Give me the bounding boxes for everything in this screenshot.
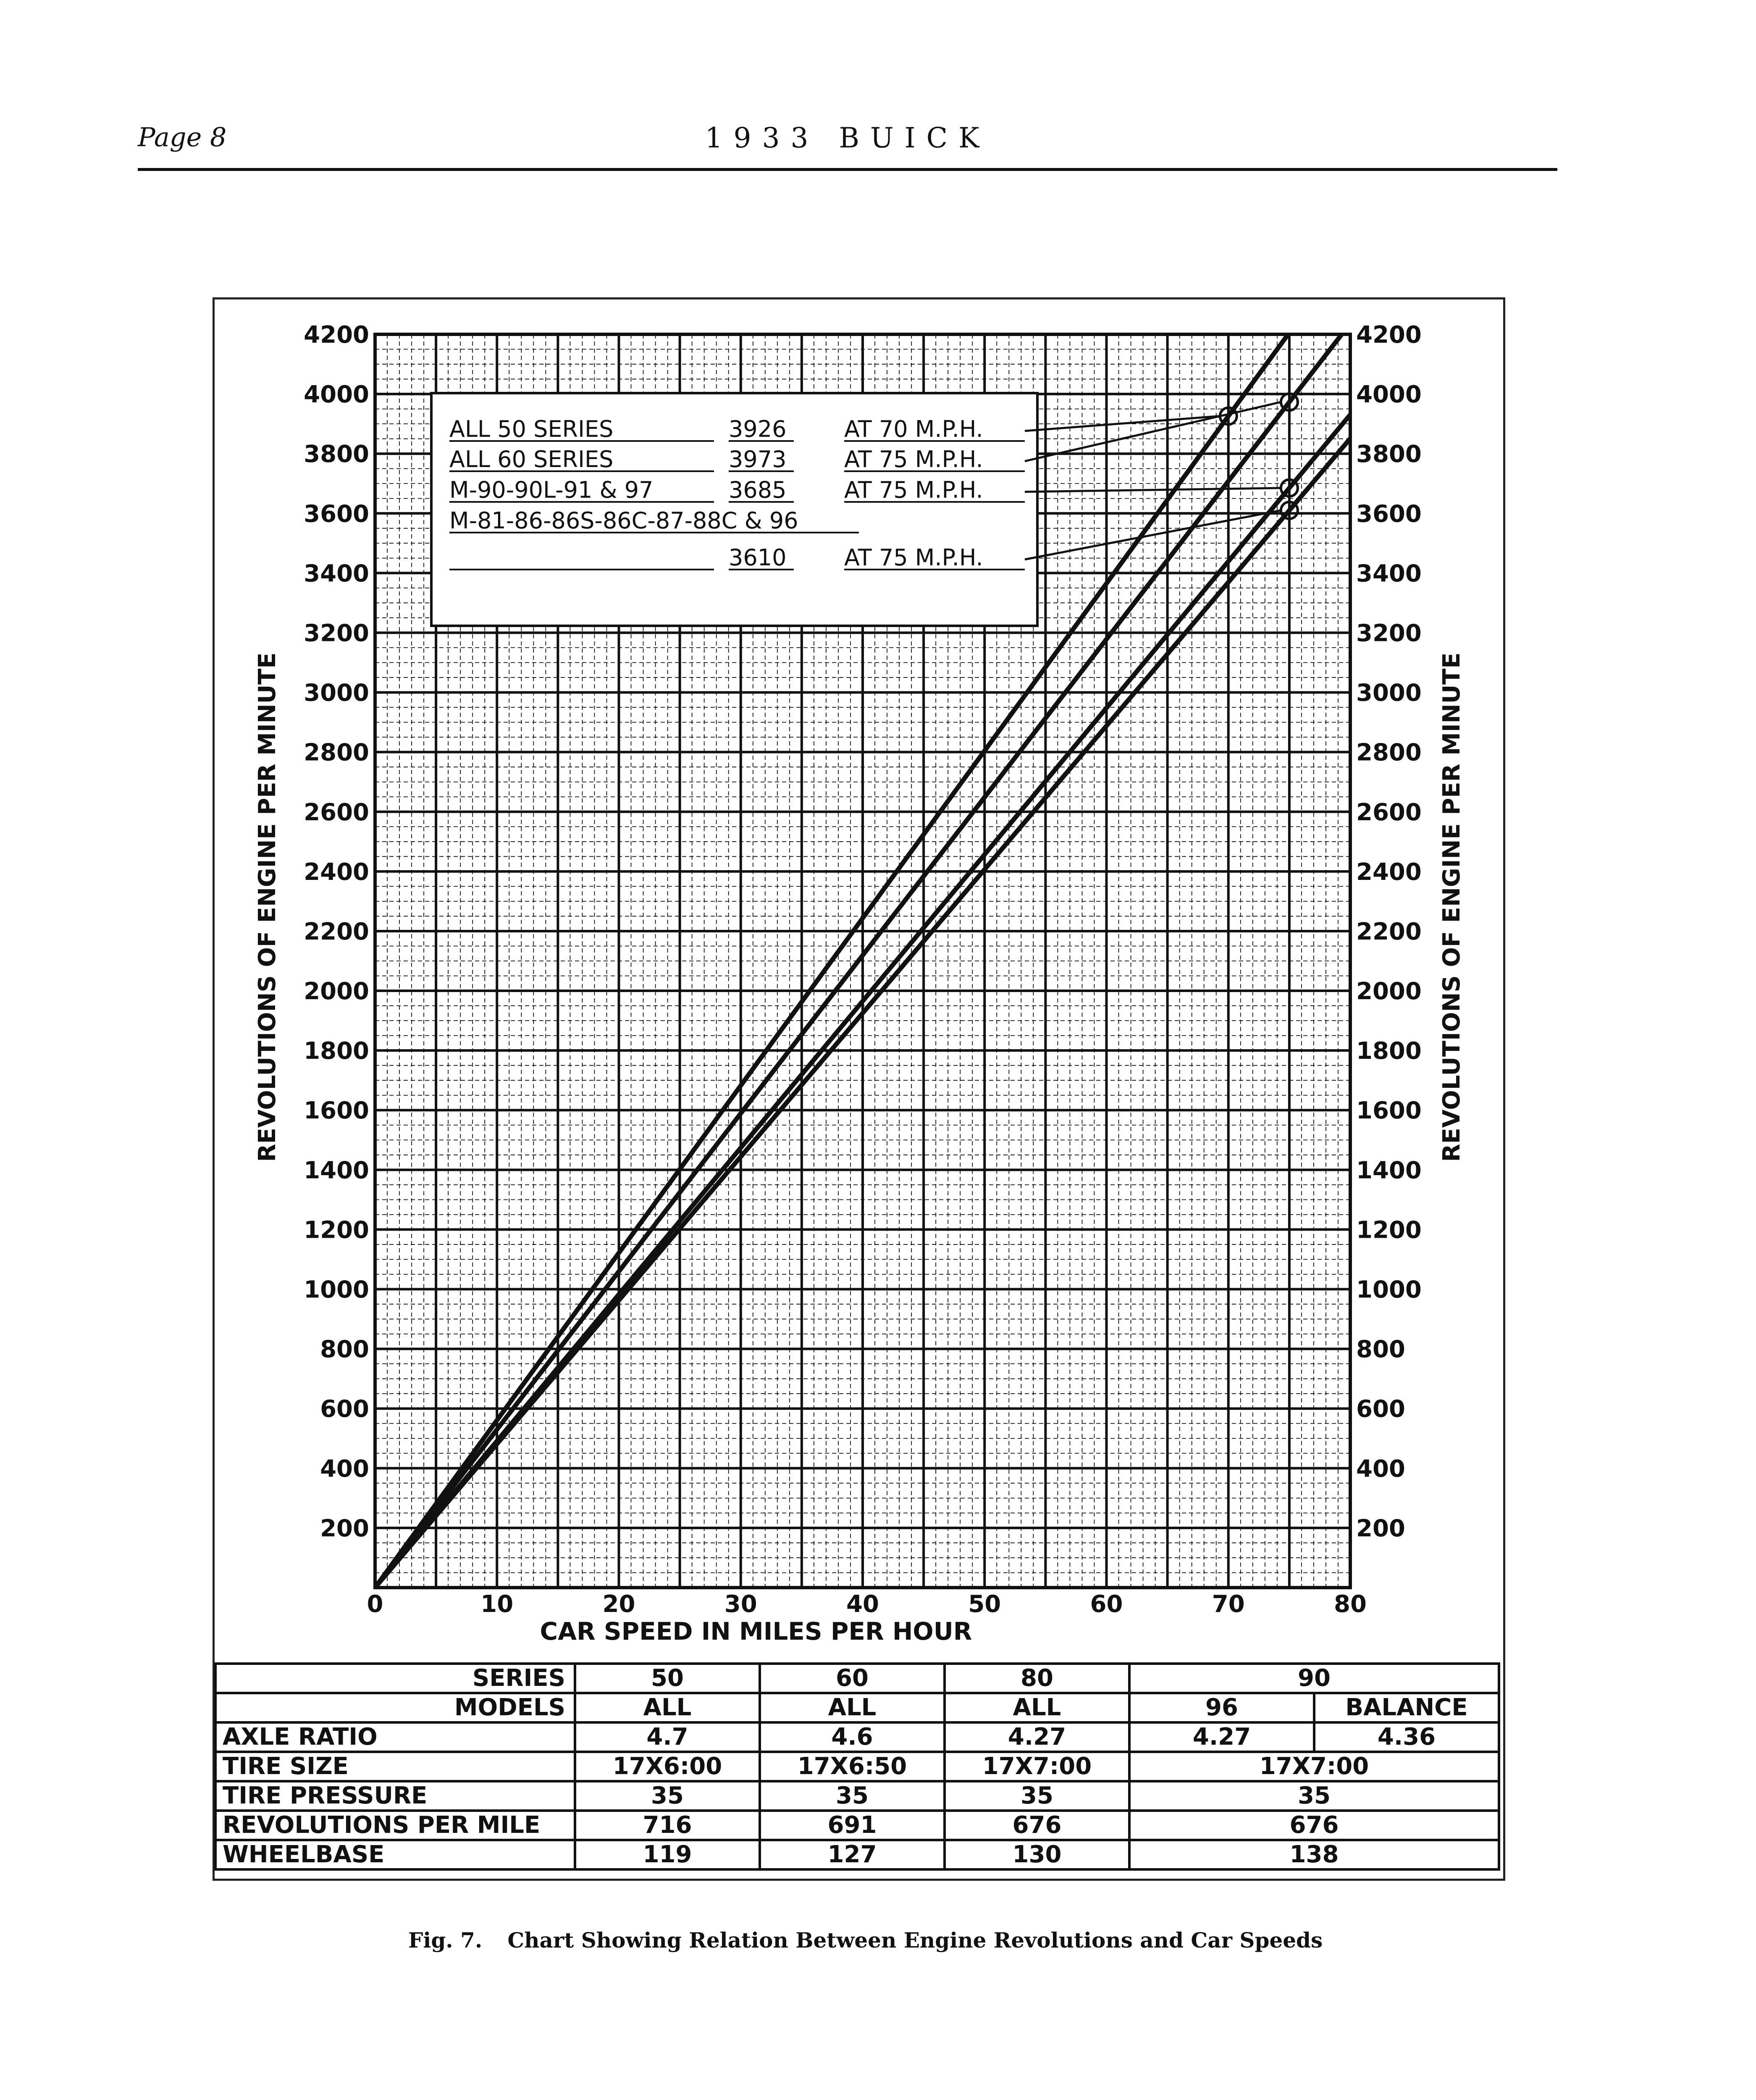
legend-speed: AT 75 M.P.H. — [844, 446, 983, 472]
page-title: 1933 BUICK — [705, 122, 990, 154]
table-cell: 4.27 — [1129, 1722, 1314, 1752]
legend-leader-line — [1025, 402, 1281, 461]
table-cell: 4.6 — [760, 1722, 945, 1752]
y-tick-label: 1200 — [304, 1216, 369, 1244]
x-tick-label: 70 — [1212, 1591, 1245, 1618]
y-tick-label: 1000 — [1356, 1276, 1422, 1304]
table-cell: 119 — [575, 1840, 760, 1869]
y-tick-label: 3000 — [1356, 679, 1422, 707]
y-tick-label: 3200 — [1356, 620, 1422, 647]
table-cell: 90 — [1129, 1664, 1499, 1693]
table-cell: 4.36 — [1314, 1722, 1499, 1752]
legend-series-name: M-90-90L-91 & 97 — [449, 477, 654, 503]
y-tick-label: 1800 — [304, 1037, 369, 1065]
x-tick-label: 20 — [602, 1591, 635, 1618]
legend-speed: AT 75 M.P.H. — [844, 544, 983, 571]
figure-caption — [0, 1928, 1756, 1953]
y-tick-label: 3400 — [304, 560, 369, 588]
y-tick-label: 3800 — [304, 441, 369, 468]
chart-legend — [431, 393, 1281, 626]
y-tick-label: 4200 — [1356, 321, 1422, 349]
y-tick-label: 400 — [1356, 1455, 1405, 1483]
table-row-revolutions-per-mile — [215, 1811, 1499, 1840]
row-label: SERIES — [215, 1664, 575, 1693]
y-tick-label: 1600 — [1356, 1097, 1422, 1125]
table-cell: 35 — [760, 1781, 945, 1811]
x-tick-label: 30 — [724, 1591, 757, 1618]
legend-series-name: ALL 50 SERIES — [449, 416, 614, 442]
y-tick-label: 1400 — [1356, 1157, 1422, 1184]
y-tick-label: 200 — [1356, 1515, 1405, 1542]
legend-series-name: M-81-86-86S-86C-87-88C & 96 — [449, 507, 798, 534]
table-cell: 17X6:50 — [760, 1752, 945, 1781]
table-cell: 35 — [575, 1781, 760, 1811]
legend-rpm: 3926 — [729, 416, 787, 442]
y-tick-label: 2800 — [1356, 739, 1422, 766]
row-label: REVOLUTIONS PER MILE — [215, 1811, 575, 1840]
x-tick-label: 10 — [480, 1591, 514, 1618]
legend-series-name: ALL 60 SERIES — [449, 446, 614, 472]
y-tick-label: 400 — [320, 1455, 369, 1483]
y-tick-label: 3600 — [304, 500, 369, 528]
y-tick-label: 2000 — [304, 978, 369, 1005]
y-tick-label: 4200 — [304, 321, 369, 349]
y-tick-label: 2200 — [304, 918, 369, 945]
y-axis-label-left: REVOLUTIONS OF ENGINE PER MINUTE — [254, 652, 281, 1162]
table-cell: 80 — [945, 1664, 1129, 1693]
legend-rpm: 3610 — [729, 544, 787, 571]
row-label: TIRE SIZE — [215, 1752, 575, 1781]
table-cell: ALL — [575, 1693, 760, 1722]
table-cell: 130 — [945, 1840, 1129, 1869]
y-tick-label: 2800 — [304, 739, 369, 766]
x-tick-label: 60 — [1090, 1591, 1123, 1618]
table-cell: 17X6:00 — [575, 1752, 760, 1781]
y-tick-label: 2400 — [1356, 858, 1422, 886]
y-tick-label: 2600 — [1356, 798, 1422, 826]
table-cell: 676 — [1129, 1811, 1499, 1840]
legend-speed: AT 75 M.P.H. — [844, 477, 983, 503]
legend-rpm: 3973 — [729, 446, 787, 472]
legend-speed: AT 70 M.P.H. — [844, 416, 983, 442]
table-cell: BALANCE — [1314, 1693, 1499, 1722]
legend-rpm: 3685 — [729, 477, 787, 503]
y-tick-label: 4000 — [1356, 381, 1422, 409]
table-cell: ALL — [945, 1693, 1129, 1722]
figure-number: Fig. 7. — [408, 1928, 483, 1953]
table-cell: 17X7:00 — [945, 1752, 1129, 1781]
x-tick-label: 50 — [968, 1591, 1001, 1618]
table-cell: 35 — [945, 1781, 1129, 1811]
y-tick-label: 3200 — [304, 620, 369, 647]
y-tick-label: 600 — [1356, 1395, 1405, 1423]
table-cell: 127 — [760, 1840, 945, 1869]
y-tick-label: 1800 — [1356, 1037, 1422, 1065]
x-axis-label: CAR SPEED IN MILES PER HOUR — [540, 1617, 972, 1646]
y-tick-label: 600 — [320, 1395, 369, 1423]
specifications-table — [214, 1662, 1500, 1871]
table-cell: 691 — [760, 1811, 945, 1840]
row-label: AXLE RATIO — [215, 1722, 575, 1752]
y-tick-label: 800 — [320, 1336, 369, 1363]
y-tick-label: 3000 — [304, 679, 369, 707]
x-tick-label: 40 — [846, 1591, 879, 1618]
y-tick-label: 3800 — [1356, 441, 1422, 468]
table-row-tire-size — [215, 1752, 1499, 1781]
table-row-tire-pressure — [215, 1781, 1499, 1811]
row-label: WHEELBASE — [215, 1840, 575, 1869]
row-label: MODELS — [215, 1693, 575, 1722]
table-cell: 4.7 — [575, 1722, 760, 1752]
table-cell: 676 — [945, 1811, 1129, 1840]
y-tick-label: 2000 — [1356, 978, 1422, 1005]
table-cell: 50 — [575, 1664, 760, 1693]
figure-caption-text: Chart Showing Relation Between Engine Revolutions and Car Speeds — [507, 1928, 1323, 1953]
y-tick-label: 3600 — [1356, 500, 1422, 528]
table-cell: 716 — [575, 1811, 760, 1840]
table-cell: 60 — [760, 1664, 945, 1693]
y-tick-label: 1600 — [304, 1097, 369, 1125]
x-tick-label: 0 — [367, 1591, 383, 1618]
table-cell: 17X7:00 — [1129, 1752, 1499, 1781]
table-cell: 138 — [1129, 1840, 1499, 1869]
y-tick-label: 1000 — [304, 1276, 369, 1304]
y-tick-label: 2400 — [304, 858, 369, 886]
x-tick-label: 80 — [1334, 1591, 1367, 1618]
table-row-series — [215, 1664, 1499, 1693]
y-tick-label: 2200 — [1356, 918, 1422, 945]
y-tick-label: 3400 — [1356, 560, 1422, 588]
y-tick-label: 200 — [320, 1515, 369, 1542]
y-tick-label: 2600 — [304, 798, 369, 826]
table-cell: ALL — [760, 1693, 945, 1722]
table-cell: 96 — [1129, 1693, 1314, 1722]
table-row-models — [215, 1693, 1499, 1722]
page-number: Page 8 — [138, 122, 227, 152]
table-row-axle-ratio — [215, 1722, 1499, 1752]
legend-leader-line — [1025, 488, 1281, 492]
table-row-wheelbase — [215, 1840, 1499, 1869]
y-axis-label-right: REVOLUTIONS OF ENGINE PER MINUTE — [1438, 652, 1465, 1162]
y-tick-label: 800 — [1356, 1336, 1405, 1363]
y-tick-label: 1400 — [304, 1157, 369, 1184]
row-label: TIRE PRESSURE — [215, 1781, 575, 1811]
table-cell: 35 — [1129, 1781, 1499, 1811]
table-cell: 4.27 — [945, 1722, 1129, 1752]
y-tick-label: 4000 — [304, 381, 369, 409]
y-tick-label: 1200 — [1356, 1216, 1422, 1244]
